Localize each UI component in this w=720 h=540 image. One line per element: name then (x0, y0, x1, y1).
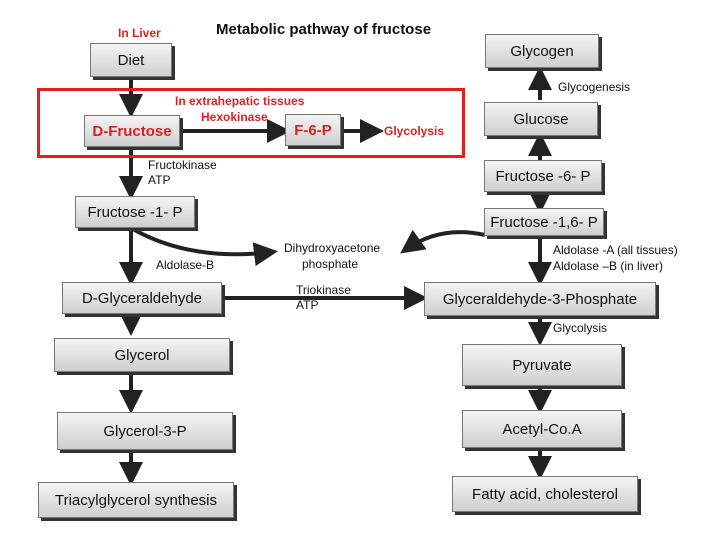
arrow-fructose1p-to-dhap (131, 228, 272, 254)
node-d-glyceraldehyde: D-Glyceraldehyde (62, 282, 222, 314)
node-d-fructose: D-Fructose (84, 115, 180, 147)
label-triokinase: Triokinase (296, 283, 351, 297)
node-acetyl-coa: Acetyl-Co.A (462, 410, 622, 448)
in-liver-label: In Liver (118, 26, 161, 40)
node-glycerol: Glycerol (54, 338, 230, 372)
node-fructose-1-6-p: Fructose -1,6- P (484, 208, 604, 236)
node-fructose-1-p: Fructose -1- P (75, 196, 195, 228)
node-pyruvate: Pyruvate (462, 344, 622, 386)
label-glycolysis-red: Glycolysis (384, 124, 445, 138)
node-f6p: F-6-P (285, 114, 341, 146)
label-atp-triokinase: ATP (296, 298, 319, 312)
arrow-f16p-to-dhap (405, 232, 485, 250)
label-atp-fructokinase: ATP (148, 173, 171, 187)
node-glyceraldehyde-3-phosphate: Glyceraldehyde-3-Phosphate (424, 282, 656, 316)
label-aldolase-b-liver: Aldolase –B (in liver) (553, 259, 664, 273)
node-triacylglycerol-synthesis: Triacylglycerol synthesis (38, 482, 234, 518)
label-extrahepatic-tissues: In extrahepatic tissues (175, 94, 305, 108)
node-diet: Diet (90, 43, 172, 77)
label-dhap-line2: phosphate (302, 257, 359, 271)
node-glucose: Glucose (484, 102, 598, 136)
label-aldolase-a: Aldolase -A (all tissues) (553, 243, 678, 257)
node-glycogen: Glycogen (485, 34, 599, 68)
diagram-title: Metabolic pathway of fructose (216, 21, 432, 38)
label-glycogenesis: Glycogenesis (558, 80, 631, 94)
label-dhap-line1: Dihydroxyacetone (284, 241, 381, 255)
label-glycolysis-black: Glycolysis (553, 321, 608, 335)
node-fructose-6-p: Fructose -6- P (484, 160, 602, 192)
label-hexokinase: Hexokinase (201, 110, 268, 124)
node-glycerol-3-p: Glycerol-3-P (57, 412, 233, 450)
label-aldolase-b: Aldolase-B (156, 258, 215, 272)
node-fatty-acid-cholesterol: Fatty acid, cholesterol (452, 476, 638, 512)
label-fructokinase: Fructokinase (148, 158, 217, 172)
